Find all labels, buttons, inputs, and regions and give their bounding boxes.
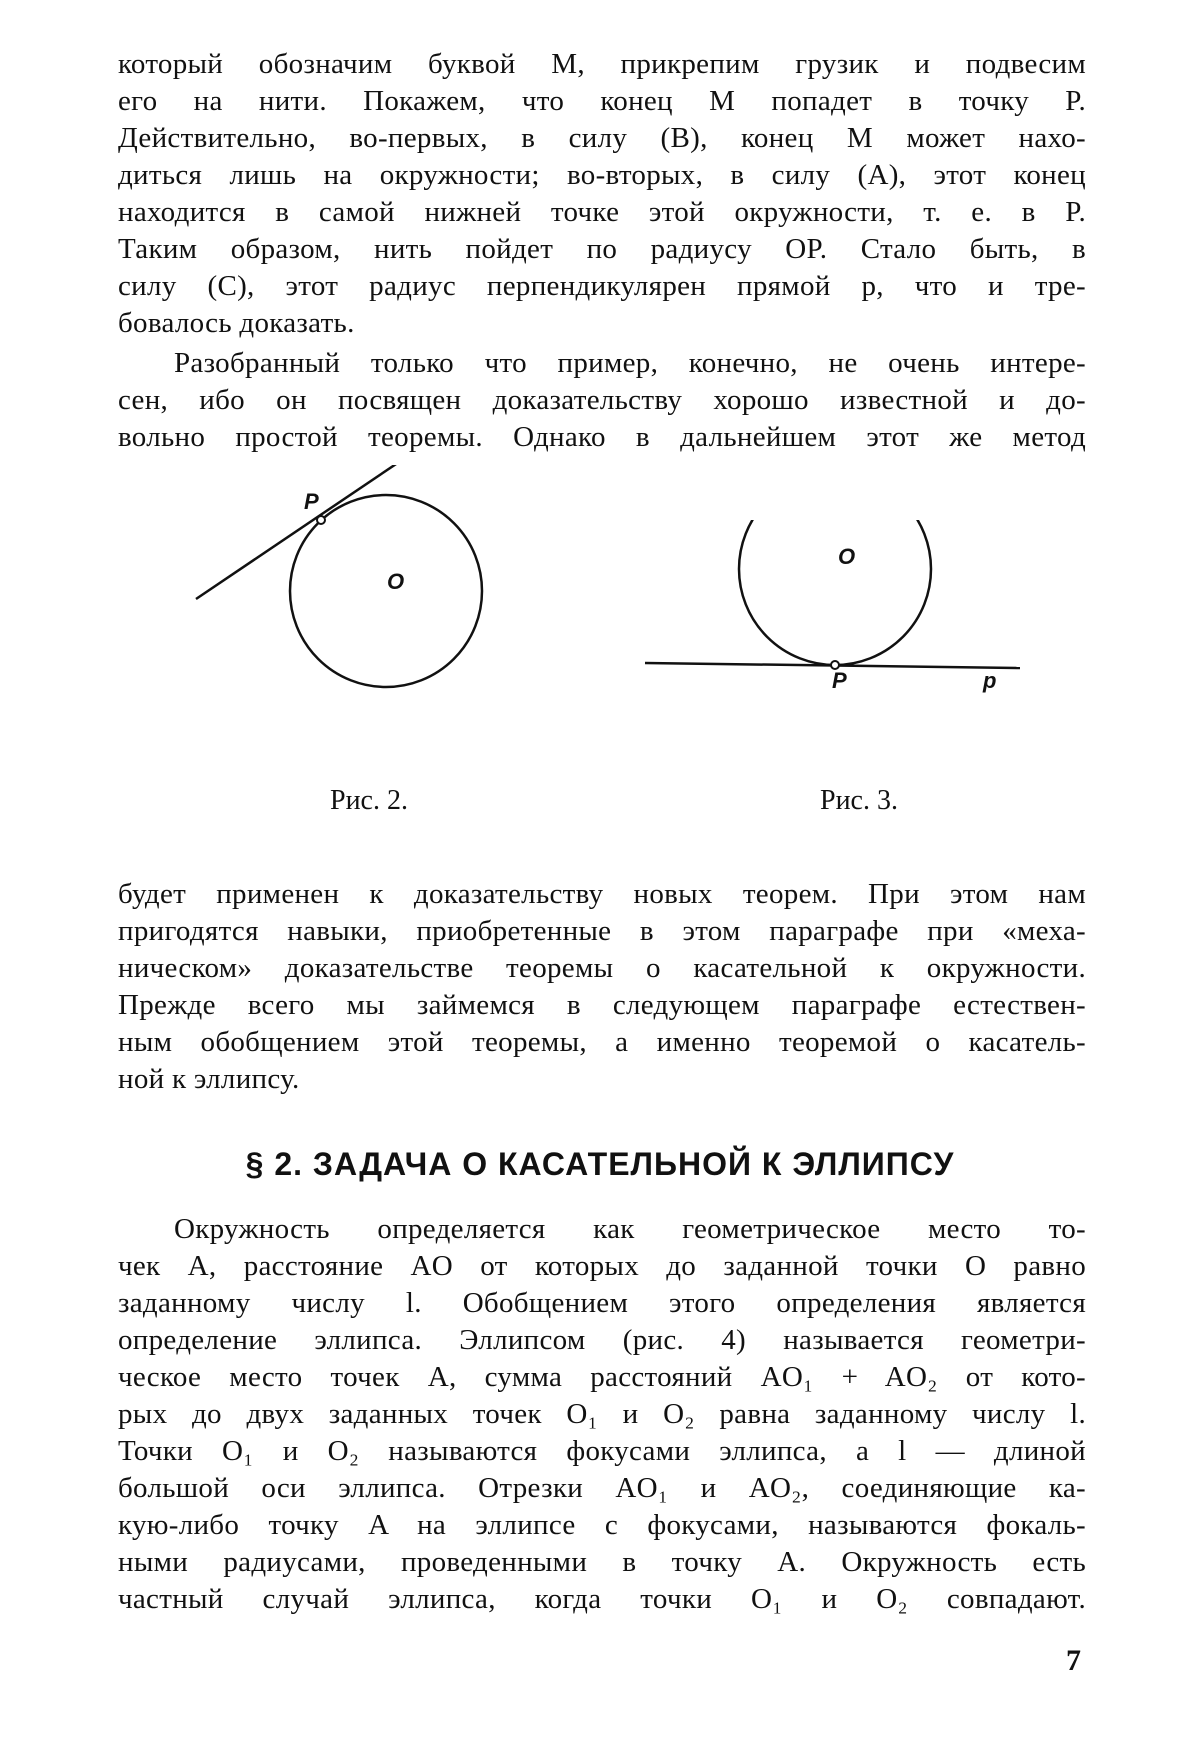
text-line: Действительно, во-первых, в силу (B), конец M может нахо- xyxy=(118,122,1086,154)
label-center-O: O xyxy=(838,544,856,569)
text-line: находится в самой нижней точке этой окружности, т. е. в P. xyxy=(118,196,1086,228)
text-line: заданному числу l. Обобщением этого определения является xyxy=(118,1287,1086,1319)
text-line: большой оси эллипса. Отрезки AO₁ и AO₂, соединяющие ка- xyxy=(118,1472,1086,1504)
figure-3-caption: Рис. 3. xyxy=(820,785,898,816)
text-line: определение эллипса. Эллипсом (рис. 4) называется геометри- xyxy=(118,1324,1086,1356)
text-line: Прежде всего мы займемся в следующем параграфе естествен- xyxy=(118,989,1086,1021)
label-center-O: O xyxy=(387,569,405,594)
paragraph-2 xyxy=(118,345,1086,456)
text-line: Разобранный только что пример, конечно, не очень интере- xyxy=(174,347,1086,379)
text-line: ческое место точек A, сумма расстояний AO₁ + AO₂ от кото- xyxy=(118,1361,1086,1393)
tangent-line xyxy=(196,465,442,599)
text-line: силу (C), этот радиус перпендикулярен прямой p, что и тре- xyxy=(118,270,1086,302)
text-line: который обозначим буквой M, прикрепим грузик и подвесим xyxy=(118,48,1086,80)
text-line: ническом» доказательстве теоремы о касательной к окружности. xyxy=(118,952,1086,984)
paragraph-4 xyxy=(118,1211,1086,1618)
label-point-P: P xyxy=(832,668,847,693)
text-line: вольно простой теоремы. Однако в дальнейшем этот же метод xyxy=(118,421,1086,453)
text-line: будет применен к доказательству новых теорем. При этом нам xyxy=(118,878,1086,910)
figure-2-caption: Рис. 2. xyxy=(330,785,408,816)
text-line: чек A, расстояние AO от которых до заданной точки O равно xyxy=(118,1250,1086,1282)
text-line: кую-либо точку A на эллипсе с фокусами, называются фокаль- xyxy=(118,1509,1086,1541)
paragraph-3 xyxy=(118,876,1086,1098)
text-line: Таким образом, нить пойдет по радиусу OP. Стало быть, в xyxy=(118,233,1086,265)
label-point-P: P xyxy=(304,489,319,514)
text-line: ной к эллипсу. xyxy=(118,1063,300,1095)
section-heading: § 2. ЗАДАЧА О КАСАТЕЛЬНОЙ К ЭЛЛИПСУ xyxy=(245,1146,955,1182)
text-line: частный случай эллипса, когда точки O₁ и O₂ совпадают. xyxy=(118,1583,1086,1615)
figure-3-diagram xyxy=(620,520,1040,810)
text-line: бовалось доказать. xyxy=(118,307,355,339)
text-line: рых до двух заданных точек O₁ и O₂ равна заданному числу l. xyxy=(118,1398,1086,1430)
tangent-point xyxy=(317,516,325,524)
text-line: ным обобщением этой теоремы, а именно теоремой о касатель- xyxy=(118,1026,1086,1058)
text-line: ными радиусами, проведенными в точку A. Окружность есть xyxy=(118,1546,1086,1578)
paragraph-1 xyxy=(118,46,1086,342)
text-line: Точки O₁ и O₂ называются фокусами эллипса, а l — длиной xyxy=(118,1435,1086,1467)
text-line: сен, ибо он посвящен доказательству хорошо известной и до- xyxy=(118,384,1086,416)
text-line: диться лишь на окружности; во-вторых, в силу (A), этот конец xyxy=(118,159,1086,191)
page-number: 7 xyxy=(1066,1644,1081,1677)
circle-shape xyxy=(739,520,931,665)
text-line: пригодятся навыки, приобретенные в этом параграфе при «меха- xyxy=(118,915,1086,947)
text-line: его на нити. Покажем, что конец M попадет в точку P. xyxy=(118,85,1086,117)
text-line: Окружность определяется как геометрическое место то- xyxy=(174,1213,1086,1245)
figure-2-diagram xyxy=(180,465,520,805)
label-line-p: p xyxy=(983,668,997,693)
